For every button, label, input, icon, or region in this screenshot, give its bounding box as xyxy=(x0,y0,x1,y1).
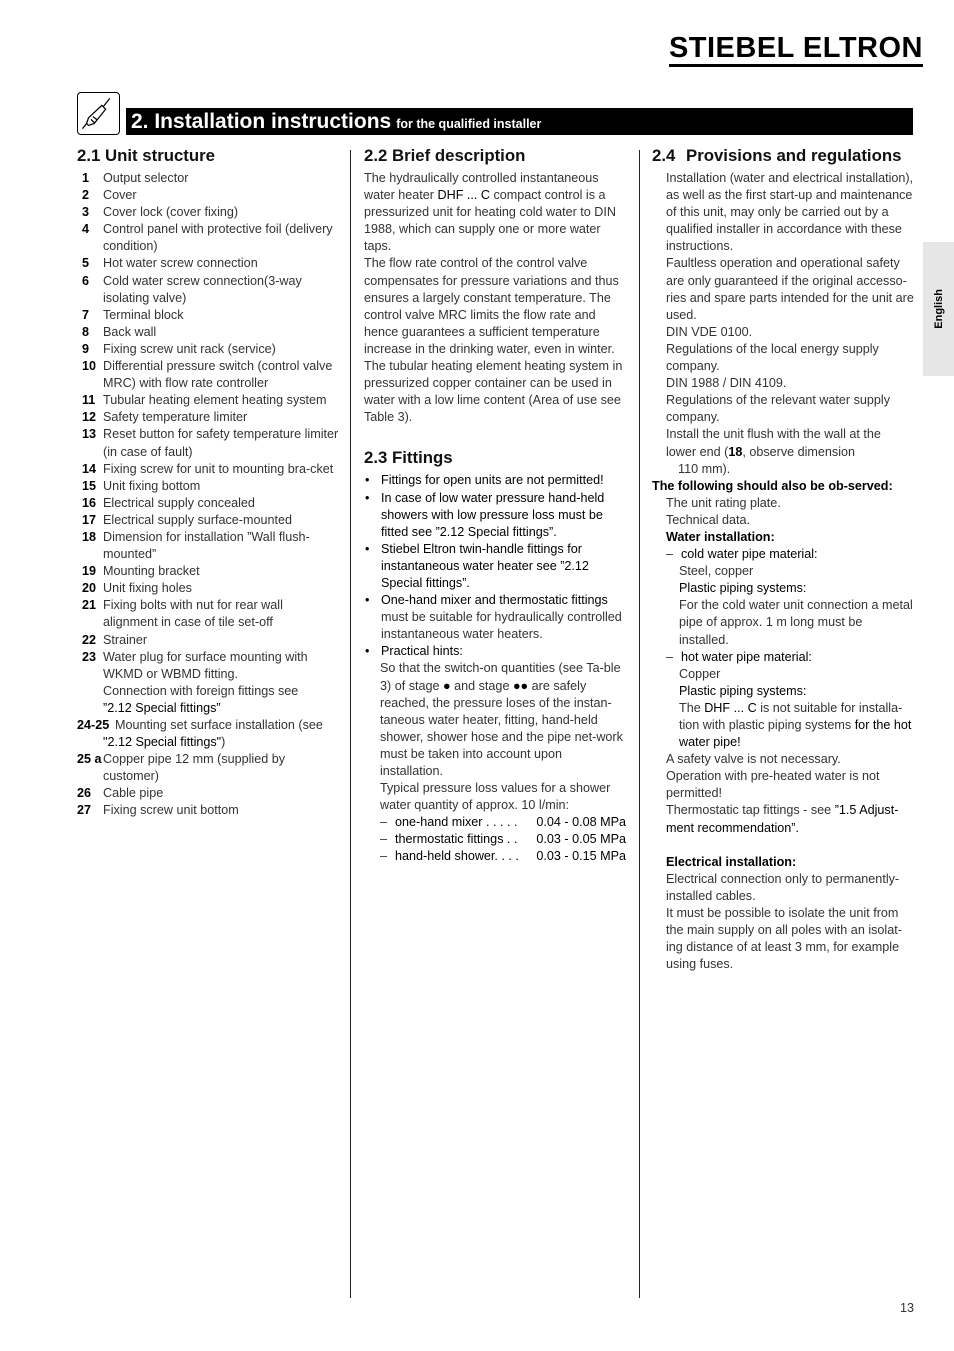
provisions-section: 2.4 Provisions and regulations Installation (water and electrical installation), as well as the first start-up and maintenance of this unit, may only be carried out by a qualified installer in accordance with these instructions. Faultless operation and operational safety are only guaranteed if the original accesso-ries and spare parts intended for the unit are used. DIN VDE 0100. Regulations of the local energy supply company. DIN 1988 / DIN 4109. Regulations of the relevant water supply company. Install the unit flush with the wall at the lower end (18, observe dimension 110 mm). The following should also be ob-served: The unit rating plate. Technical data. Water installation: – cold water pipe material: Steel, copper Plastic piping systems: For the cold water unit connection a metal pipe of approx. 1 m long must be installed. – hot water pipe material: Copper Plastic piping systems: The DHF ... C is not suitable for installa-tion with plastic piping systems for the hot water pipe! A safety valve is not necessary. Operation with pre-heated water is not permitted! Thermostatic tap fittings - see ”1.5 Adjust-ment recommendation”. Electrical installation: Electrical connection only to permanently-installed cables. It must be possible to isolate the unit from the main supply on all poles with an isolat-ing distance of at least 3 mm, for example using fuses. xyxy=(652,146,914,972)
section-title-bar xyxy=(126,108,913,135)
dash-mark: – xyxy=(380,815,388,830)
column-divider xyxy=(639,150,640,1298)
loss-value: 0.03 - 0.15 MPa xyxy=(536,849,626,864)
item-text: Strainer xyxy=(103,632,148,647)
list-item xyxy=(77,478,339,495)
observe-heading: The following should also be ob-served: xyxy=(652,478,893,493)
list-item xyxy=(77,563,339,580)
item-number: 17 xyxy=(82,512,97,527)
item-number: 20 xyxy=(82,581,97,596)
list-item xyxy=(380,814,626,831)
list-item xyxy=(77,341,339,358)
item-number: 18 xyxy=(82,529,97,544)
item-number: 14 xyxy=(82,461,97,476)
list-item: – hot water pipe material: xyxy=(666,649,812,664)
list-item: • Stiebel Eltron twin-handle fittings for instantaneous water heater see ”2.12 Special fittings”. xyxy=(365,541,589,590)
item-number: 27 xyxy=(77,803,92,818)
item-text: Copper pipe 12 mm (supplied by customer) xyxy=(103,752,286,784)
item-number: 19 xyxy=(82,564,97,579)
item-text: Fixing bolts with nut for rear wall alignment in case of tile set-off xyxy=(103,598,283,630)
item-text: Control panel with protective foil (delivery condition) xyxy=(103,222,333,254)
item-text: Mounting set surface installation (see xyxy=(115,718,323,732)
item-text: Dimension for installation ”Wall flush-mounted” xyxy=(103,529,310,562)
list-item xyxy=(77,461,339,478)
list-item xyxy=(77,495,339,512)
item-number: 5 xyxy=(82,256,90,271)
item-text: Hot water screw connection xyxy=(103,256,258,271)
item-text: Cover xyxy=(103,188,137,203)
list-item xyxy=(77,649,339,683)
practical-hints: So that the switch-on quantities (see Ta-ble 3) of stage ● and stage ●● are safely reached, the pressure loses of the instan-taneous water heater, fitting, hand-held shower, shower hose and the pipe net-work must be taken into account upon installation. Typical pressure loss values for a shower water quantity of approx. 10 l/min: – one-hand mixer . . . . . 0.04 - 0.08 MPa – thermostatic fittings . . 0.03 - 0.05 MPa – hand-held shower. . . . 0.03 - 0.15 MPa xyxy=(364,660,626,865)
loss-label: thermostatic fittings . . xyxy=(395,832,518,847)
list-item xyxy=(77,426,339,460)
provisions-paragraph: Regulations of the local energy supply company. xyxy=(666,341,879,374)
pressure-loss-list xyxy=(380,814,626,865)
item-text: Cable pipe xyxy=(103,786,164,801)
list-item xyxy=(77,529,339,563)
item-text: Differential pressure switch (control valve MRC) with flow rate controller xyxy=(103,359,333,391)
list-item xyxy=(77,204,339,221)
item-text: Terminal block xyxy=(103,307,184,322)
loss-label: one-hand mixer . . . . . xyxy=(395,815,518,830)
loss-value: 0.04 - 0.08 MPa xyxy=(536,815,626,830)
section-title: 2. Installation instructions xyxy=(131,109,392,133)
item-number: 10 xyxy=(82,359,97,374)
dash-mark: – xyxy=(380,849,388,864)
brief-description-heading: 2.2 Brief description xyxy=(364,146,526,165)
unit-structure-heading: 2.1 Unit structure xyxy=(77,146,216,165)
item-text: ) xyxy=(221,735,226,750)
section-subtitle: for the qualified installer xyxy=(396,116,542,131)
list-item xyxy=(77,255,339,272)
item-number: 3 xyxy=(82,205,90,220)
item-text: Cold water screw connection(3-way isolating valve) xyxy=(103,273,302,305)
item-text: Reset button for safety temperature limiter (in case of fault) xyxy=(103,427,339,459)
list-item xyxy=(77,170,339,187)
language-tab[interactable] xyxy=(923,242,954,376)
list-item xyxy=(77,409,339,426)
list-item xyxy=(77,597,339,631)
page-number: 13 xyxy=(899,1301,914,1315)
item-text: Unit fixing bottom xyxy=(103,478,201,493)
item-text: Electrical supply surface-mounted xyxy=(103,512,292,527)
list-item xyxy=(77,307,339,324)
brief-description-paragraph: The flow rate control of the control valve compensates for pressure variations and thus ensures a largely constant temperature. The control valve MRC limits the flow rate and hence guarantees a sufficient temperature increase in the drinking water, even in winter. The tubular heating element heating system in pressurized copper container can be used in water with a low lime content (Area of use see Table 3). xyxy=(364,256,623,425)
item-number: 15 xyxy=(82,478,97,493)
electrical-installation-heading: Electrical installation: xyxy=(666,854,797,869)
loss-value: 0.03 - 0.05 MPa xyxy=(536,832,626,847)
item-number: 21 xyxy=(82,598,97,613)
brief-description-paragraph: The hydraulically controlled instantaneous water heater DHF ... C compact control is a pressurized unit for heating cold water to DIN 1988, which can supply one or more water taps. xyxy=(364,171,616,254)
list-item: Connection with foreign fittings see xyxy=(103,683,299,698)
list-item xyxy=(77,512,339,529)
item-number: 13 xyxy=(82,427,97,442)
column-divider xyxy=(350,150,351,1298)
list-item xyxy=(77,734,339,751)
list-item xyxy=(77,324,339,341)
item-number: 24-25 xyxy=(77,718,110,732)
provisions-paragraph: Faultless operation and operational safety are only guaranteed if the original accesso-ries and spare parts intended for the unit are used. xyxy=(666,256,914,322)
item-number: 22 xyxy=(82,632,97,647)
list-item: • One-hand mixer and thermostatic fittings must be suitable for hydraulically controlled instantaneous water heaters. xyxy=(365,593,622,642)
item-number: 6 xyxy=(82,273,90,288)
fittings-list xyxy=(364,472,626,660)
item-text: Back wall xyxy=(103,324,157,339)
item-number: 8 xyxy=(82,324,90,339)
item-text: Unit fixing holes xyxy=(103,581,192,596)
list-item xyxy=(77,802,339,819)
provisions-paragraph: Install the unit flush with the wall at the lower end (18, observe dimension xyxy=(666,427,881,459)
item-number: 1 xyxy=(82,171,90,185)
list-item: • In case of low water pressure hand-held showers with low pressure loss must be fitted see ”2.12 Special fittings”. xyxy=(365,490,605,539)
item-text: Fixing screw unit bottom xyxy=(103,803,239,818)
list-item xyxy=(77,785,339,802)
provisions-paragraph: Regulations of the relevant water supply company. xyxy=(666,393,891,425)
screwdriver-icon xyxy=(77,92,120,135)
stage-2-icon: ●● xyxy=(512,678,529,693)
item-number: 12 xyxy=(82,410,97,425)
list-item xyxy=(77,392,339,409)
loss-label: hand-held shower. . . . xyxy=(395,849,519,864)
item-number: 4 xyxy=(82,222,90,237)
item-text: Cover lock (cover fixing) xyxy=(103,205,239,220)
list-item: – cold water pipe material: xyxy=(666,547,818,562)
provisions-paragraph: DIN 1988 / DIN 4109. xyxy=(666,376,787,391)
list-item xyxy=(77,221,339,255)
item-number: 11 xyxy=(82,393,96,408)
list-item xyxy=(77,632,339,649)
item-number: 16 xyxy=(82,495,97,510)
dash-mark: – xyxy=(380,832,388,847)
item-text: Fixing screw for unit to mounting bra-cket xyxy=(103,461,334,476)
provisions-heading: 2.4 Provisions and regulations xyxy=(652,146,902,165)
provisions-paragraph: Installation (water and electrical installation), as well as the first start-up and maintenance of this unit, may only be carried out by a qualified installer in accordance with these instructions. xyxy=(666,171,914,254)
list-item: • Practical hints: xyxy=(365,644,463,659)
item-text: Water plug for surface mounting with WKMD or WBMD fitting. xyxy=(103,649,308,681)
item-text: Safety temperature limiter xyxy=(103,410,248,425)
item-text: Fixing screw unit rack (service) xyxy=(103,341,276,356)
item-number: 9 xyxy=(82,341,90,356)
list-item xyxy=(77,717,339,734)
item-text: Mounting bracket xyxy=(103,564,200,579)
fittings-heading: 2.3 Fittings xyxy=(364,448,453,468)
parts-list xyxy=(77,170,339,820)
item-number: 7 xyxy=(82,307,90,322)
item-ref: "2.12 Special fittings" xyxy=(103,735,222,750)
list-item xyxy=(77,580,339,597)
item-text xyxy=(115,717,339,734)
item-text: Tubular heating element heating system xyxy=(103,393,327,408)
unit-structure-section xyxy=(77,146,339,820)
list-item xyxy=(380,831,626,848)
provisions-paragraph: DIN VDE 0100. xyxy=(666,324,753,339)
item-number: 25 a xyxy=(77,752,102,767)
item-text: Output selector xyxy=(103,171,189,185)
water-installation-heading: Water installation: xyxy=(666,529,775,544)
list-item: • Fittings for open units are not permitted! xyxy=(365,473,604,488)
item-text: Electrical supply concealed xyxy=(103,495,255,510)
brief-description-section xyxy=(364,146,626,866)
item-number: 23 xyxy=(82,649,97,664)
list-item: ”2.12 Special fittings” xyxy=(103,700,221,715)
stage-1-icon: ● xyxy=(443,678,451,693)
list-item xyxy=(77,187,339,204)
list-item xyxy=(77,751,339,785)
list-item xyxy=(77,273,339,307)
item-number: 26 xyxy=(77,786,92,801)
language-tab-label: English xyxy=(932,289,945,329)
item-number: 2 xyxy=(82,188,90,203)
list-item xyxy=(380,848,626,865)
list-item xyxy=(77,358,339,392)
brand-logo: STIEBEL ELTRON xyxy=(669,33,923,67)
